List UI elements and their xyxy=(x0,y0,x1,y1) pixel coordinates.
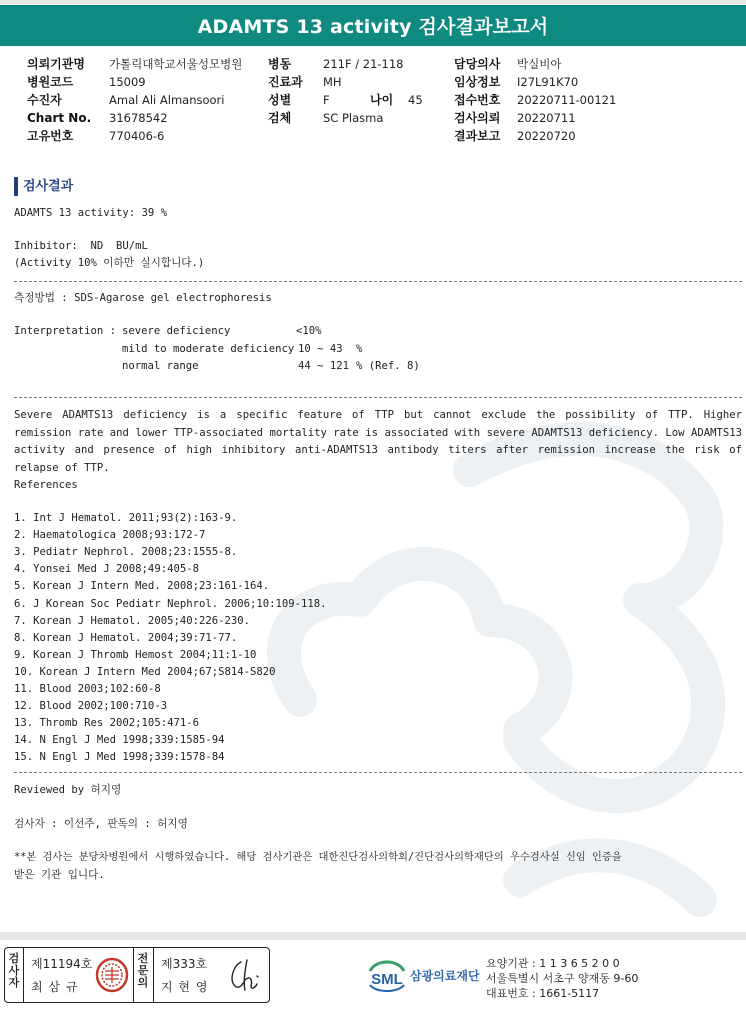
foundation-name: 삼광의료재단 xyxy=(410,969,480,983)
reference-item: 10. Korean J Intern Med 2004;67;S814-S820 xyxy=(14,665,276,678)
certification-notice-2: 받은 기관 입니다. xyxy=(14,869,105,881)
label-patient: 수진자 xyxy=(27,93,62,107)
value-hospital-code: 15009 xyxy=(109,75,146,89)
interpretation-paragraph: Severe ADAMTS13 deficiency is a specific feature of TTP but cannot exclude the possibility of TTP. Higher remission rate and lower TTP-associated mortality rate is associated with severe ADAMTS13 deficiency. Low ADAMTS13 activity and presence of high inhibitory anti-ADAMTS13 antibody titers after remission increase the risk of relapse of TTP. xyxy=(14,409,742,474)
reviewed-by: Reviewed by 허지영 xyxy=(14,784,122,796)
interp-unit: % (Ref. 8) xyxy=(356,360,420,372)
reference-item: 2. Haematologica 2008;93:172-7 xyxy=(14,529,206,542)
label-chart-no: Chart No. xyxy=(27,111,92,125)
specialist-vertical-label: 전문의 xyxy=(137,952,149,989)
value-ward: 211F / 21-118 xyxy=(323,57,404,71)
label-department: 진료과 xyxy=(268,75,303,89)
section-title: 검사결과 xyxy=(14,177,73,196)
label-clinical-info: 임상정보 xyxy=(454,75,501,89)
reference-item: 12. Blood 2002;100:710-3 xyxy=(14,700,168,713)
sml-logo-text: SML xyxy=(371,971,403,988)
specialist-name: 지 현 영 xyxy=(161,980,209,994)
label-request-date: 검사의뢰 xyxy=(454,111,501,125)
reference-item: 7. Korean J Hematol. 2005;40:226-230. xyxy=(14,614,250,627)
signature-icon xyxy=(227,956,263,994)
inspector-name: 최 삼 규 xyxy=(31,980,79,994)
value-institution: 가톨릭대학교서울성모병원 xyxy=(109,57,243,71)
info-col2 xyxy=(268,55,423,127)
activity-result: ADAMTS 13 activity: 39 % xyxy=(14,207,168,219)
label-doctor: 담당의사 xyxy=(454,57,501,71)
reference-item: 5. Korean J Intern Med. 2008;23:161-164. xyxy=(14,580,270,593)
label-institution: 의뢰기관명 xyxy=(27,57,85,71)
seal-stamp-icon xyxy=(95,957,129,993)
label-unique-no: 고유번호 xyxy=(27,129,74,143)
reference-item: 4. Yonsei Med J 2008;49:405-8 xyxy=(14,563,199,576)
value-report-date: 20220720 xyxy=(517,129,576,143)
method: 측정방법 : SDS-Agarose gel electrophoresis xyxy=(14,292,272,304)
value-sex: F xyxy=(323,93,330,107)
interp-unit: % xyxy=(356,343,363,355)
reference-item: 14. N Engl J Med 1998;339:1585-94 xyxy=(14,734,225,747)
label-specimen: 검체 xyxy=(268,111,292,125)
label-sex: 성별 xyxy=(268,93,292,107)
value-unique-no: 770406-6 xyxy=(109,129,165,143)
inhibitor-note: (Activity 10% 이하만 실시합니다.) xyxy=(14,257,205,269)
value-chart-no: 31678542 xyxy=(109,111,168,125)
label-report-date: 결과보고 xyxy=(454,129,501,143)
interp-range: 10 ~ 43 xyxy=(298,343,343,355)
interp-name: normal range xyxy=(122,360,199,372)
value-request-date: 20220711 xyxy=(517,111,576,125)
value-age: 45 xyxy=(408,93,423,107)
info-col1 xyxy=(27,55,242,145)
reference-item: 13. Thromb Res 2002;105:471-6 xyxy=(14,717,199,730)
info-col3 xyxy=(454,55,616,145)
reference-item: 3. Pediatr Nephrol. 2008;23:1555-8. xyxy=(14,546,238,559)
footer-divider xyxy=(0,932,746,940)
references-title: References xyxy=(14,479,78,491)
value-department: MH xyxy=(323,75,342,89)
agency-number: 요양기관 : 1 1 3 6 5 2 0 0 xyxy=(486,957,620,970)
interpretation-label: Interpretation : xyxy=(14,325,117,337)
interp-range: <10% xyxy=(296,325,322,337)
inspector-license: 제11194호 xyxy=(31,957,93,971)
inspectors: 검사자 : 이선주, 판독의 : 허지영 xyxy=(14,818,188,830)
report-title: ADAMTS 13 activity 검사결과보고서 xyxy=(0,5,746,46)
organization-info xyxy=(486,956,638,1001)
address: 서울특별시 서초구 양재동 9-60 xyxy=(486,972,639,985)
label-ward: 병동 xyxy=(268,57,292,71)
sml-logo-icon xyxy=(366,957,408,993)
reference-item: 6. J Korean Soc Pediatr Nephrol. 2006;10:109-118. xyxy=(14,597,327,610)
interp-range: 44 ~ 121 xyxy=(298,360,350,372)
top-border xyxy=(0,0,746,4)
divider xyxy=(14,772,742,773)
value-doctor: 박실비아 xyxy=(517,57,562,71)
label-receipt-no: 접수번호 xyxy=(454,93,501,107)
divider xyxy=(14,397,742,398)
value-clinical-info: I27L91K70 xyxy=(517,75,579,89)
reference-item: 9. Korean J Thromb Hemost 2004;11:1-10 xyxy=(14,648,257,661)
value-receipt-no: 20220711-00121 xyxy=(517,93,617,107)
reference-item: 1. Int J Hematol. 2011;93(2):163-9. xyxy=(14,512,238,524)
value-specimen: SC Plasma xyxy=(323,111,384,125)
label-age: 나이 xyxy=(370,93,394,107)
interp-name: severe deficiency xyxy=(122,325,231,337)
certification-notice: **본 검사는 분당차병원에서 시행하였습니다. 해당 검사기관은 대한진단검사의학회/진단검사의학재단의 우수검사실 신임 인증을 xyxy=(14,851,622,863)
reference-item: 8. Korean J Hematol. 2004;39:71-77. xyxy=(14,631,238,644)
reference-item: 15. N Engl J Med 1998;339:1578-84 xyxy=(14,751,225,764)
reference-item: 11. Blood 2003;102:60-8 xyxy=(14,683,161,695)
label-hospital-code: 병원코드 xyxy=(27,75,74,89)
divider xyxy=(14,281,742,282)
inhibitor-result: Inhibitor: ND BU/mL xyxy=(14,240,148,252)
interp-name: mild to moderate deficiency xyxy=(122,343,295,355)
specialist-license: 제333호 xyxy=(161,957,208,971)
inspector-vertical-label: 검사자 xyxy=(8,952,20,989)
value-patient: Amal Ali Almansoori xyxy=(109,93,225,107)
signature-box xyxy=(4,947,270,1003)
phone-number: 대표번호 : 1661-5117 xyxy=(486,987,600,1000)
